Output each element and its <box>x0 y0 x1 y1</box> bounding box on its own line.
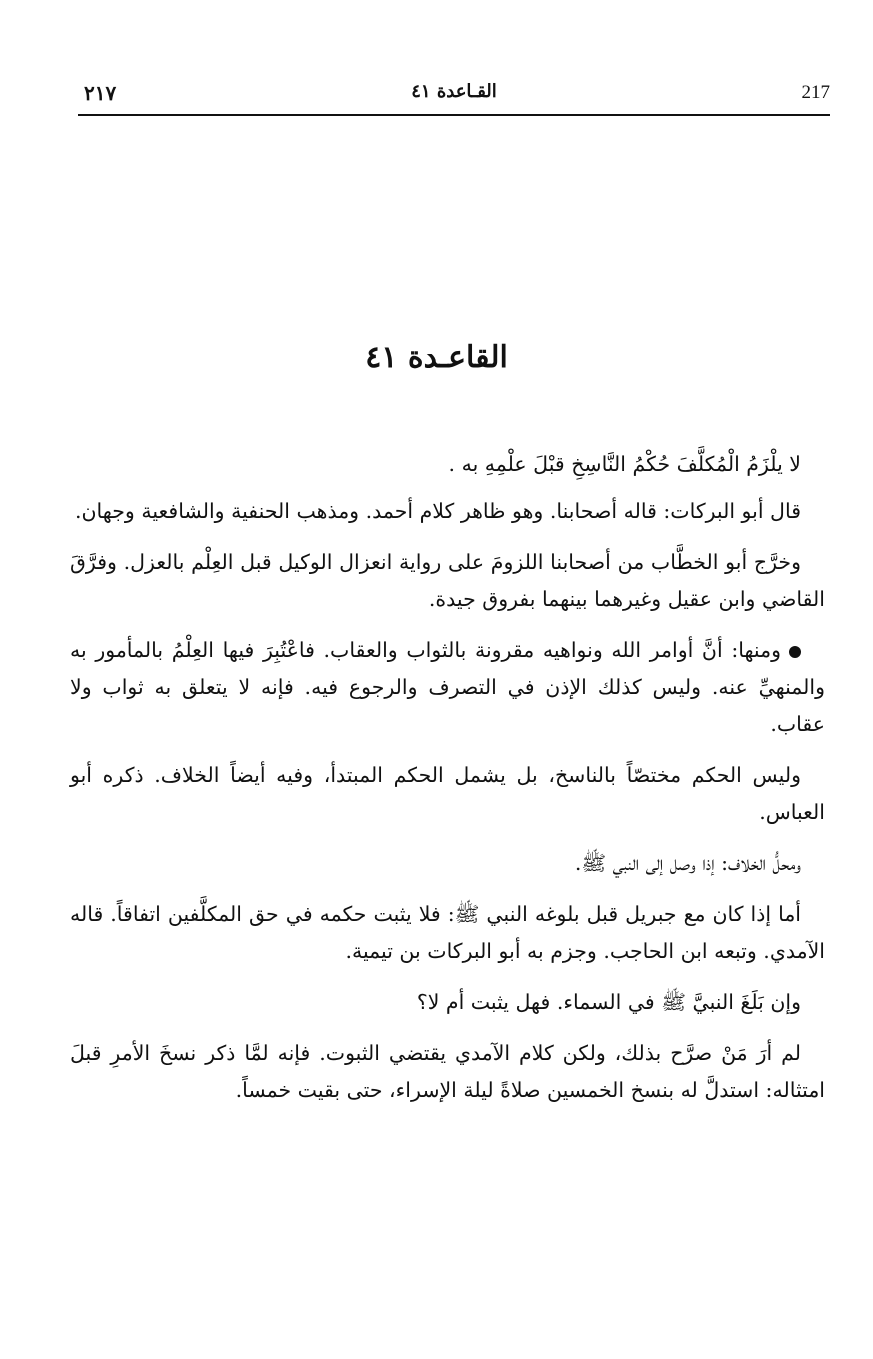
paragraph: وإن بَلَغَ النبيَّ ﷺ في السماء. فهل يثبت أم لا؟ <box>416 990 801 1014</box>
bullet-icon <box>789 646 801 658</box>
paragraph: لم أرَ مَنْ صرَّح بذلك، ولكن كلام الآمدي يقتضي الثبوت. فإنه لمَّا ذكر نسخَ الأمرِ قبلَ امتثاله: استدلَّ له بنسخ الخمسين صلاةً ليلة الإسراء، حتى بقيت خمساً. <box>70 1041 825 1102</box>
bullet-paragraph-text: ومنها: أنَّ أوامر الله ونواهيه مقرونة بالثواب والعقاب. فاعْتُبِرَ فيها العِلْمُ بالمأمور به والمنهيِّ عنه. وليس كذلك الإذن في التصرف والرجوع فيه. فإنه لا يتعلق به ثواب ولا عقاب. <box>70 638 825 736</box>
rule-heading: القاعـدة ٤١ <box>365 340 508 375</box>
bullet-paragraph <box>70 632 825 743</box>
running-title: القـاعدة ٤١ <box>411 81 497 102</box>
body-text <box>70 446 825 1123</box>
paragraph: وخرَّج أبو الخطَّاب من أصحابنا اللزومَ على رواية انعزال الوكيل قبل العِلْم بالعزل. وفرَّقَ القاضي وابن عقيل وغيرهما بينهما بفروق جيدة. <box>70 550 825 611</box>
page-number-arabic: ٢١٧ <box>84 81 117 105</box>
paragraph: أما إذا كان مع جبريل قبل بلوغه النبي ﷺ: فلا يثبت حكمه في حق المكلَّفين اتفاقاً. قاله الآمدي. وتبعه ابن الحاجب. وجزم به أبو البركات بن تيمية. <box>70 902 825 963</box>
running-header <box>78 80 830 116</box>
page-number-latin: 217 <box>801 82 830 103</box>
paragraph: قال أبو البركات: قاله أصحابنا. وهو ظاهر كلام أحمد. ومذهب الحنفية والشافعية وجهان. <box>74 499 801 523</box>
paragraph: وليس الحكم مختصّاً بالناسخ، بل يشمل الحكم المبتدأ، وفيه أيضاً الخلاف. ذكره أبو العباس. <box>70 763 825 824</box>
rule-statement: لا يلْزَمُ الْمُكلَّفَ حُكْمُ النَّاسِخِ قبْلَ علْمِهِ به . <box>448 452 801 476</box>
paragraph: ومحلُّ الخلاف: إذا وصل إلى النبي ﷺ. <box>574 851 801 875</box>
